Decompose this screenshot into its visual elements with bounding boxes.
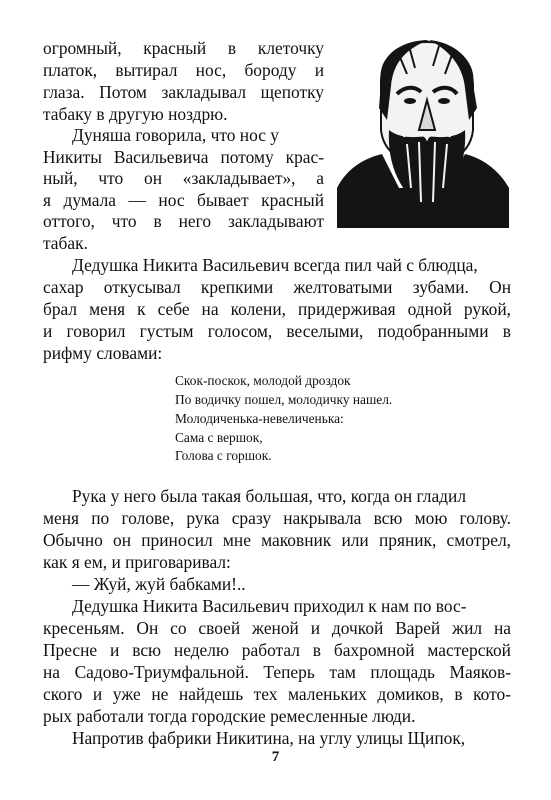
text-line: оттого, что в него закладывают xyxy=(43,211,324,231)
verse-line: Голова с горшок. xyxy=(175,448,272,463)
text-line: Дедушка Никита Васильевич приходил к нам по вос- xyxy=(72,596,467,616)
text-line: меня по голове, рука сразу накрывала всю мою голову. xyxy=(43,508,511,528)
text-line: на Садово-Триумфальной. Теперь там площадь Маяков- xyxy=(43,662,511,682)
text-line: рифму словами: xyxy=(43,343,163,363)
text-line: табаку в другую ноздрю. xyxy=(43,104,228,124)
text-line: Обычно он приносил мне маковник или пряник, смотрел, xyxy=(43,530,511,550)
text-line: рых работали тогда городские ремесленные люди. xyxy=(43,706,416,726)
text-line: брал меня к себе на колени, придерживая одной рукой, xyxy=(43,299,511,319)
text-line: как я ем, и приговаривал: xyxy=(43,552,231,572)
text-line: я думала — нос бывает красный xyxy=(43,190,324,210)
text-line: Рука у него была такая большая, что, когда он гладил xyxy=(72,486,466,506)
text-line: платок, вытирал нос, бороду и xyxy=(43,60,324,80)
text-line: и говорил густым голосом, веселыми, подобранными в xyxy=(43,321,511,341)
dialogue-line: — Жуй, жуй бабками!.. xyxy=(72,574,246,594)
text-line: Пресне и всю неделю работал в бахромной мастерской xyxy=(43,640,511,660)
text-line: Дедушка Никита Васильевич всегда пил чай с блюдца, xyxy=(72,255,478,275)
verse-line: По водичку пошел, молодичку нашел. xyxy=(175,392,393,407)
portrait-illustration xyxy=(337,38,509,228)
text-line: огромный, красный в клеточку xyxy=(43,38,324,58)
page-number: 7 xyxy=(271,749,280,765)
text-line: кресеньям. Он со своей женой и дочкой Варей жил на xyxy=(43,618,511,638)
text-line: ный, что он «закладывает», а xyxy=(43,168,324,188)
text-line: сахар откусывал крепкими желтоватыми зубами. Он xyxy=(43,277,511,297)
text-line: Никиты Васильевича потому крас- xyxy=(43,147,324,167)
text-line: табак. xyxy=(43,233,88,253)
text-line: Напротив фабрики Никитина, на углу улицы Щипок, xyxy=(72,728,466,748)
verse-line: Скок-поскок, молодой дроздок xyxy=(175,373,351,388)
text-line: глаза. Потом закладывал щепотку xyxy=(43,82,324,102)
verse-line: Молодиченька-невеличенька: xyxy=(175,411,344,426)
text-line: ского и уже не найдешь тех маленьких домиков, в кото- xyxy=(43,684,511,704)
verse-line: Сама с вершок, xyxy=(175,430,263,445)
text-line: Дуняша говорила, что нос у xyxy=(72,125,279,145)
